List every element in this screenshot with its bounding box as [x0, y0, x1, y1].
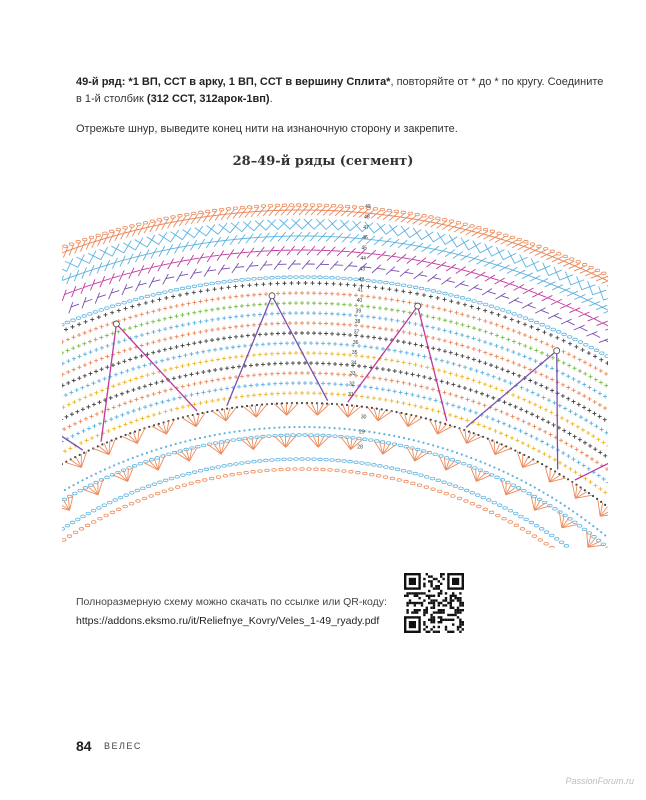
- row-number-label: 36: [352, 339, 359, 346]
- row-number-label: 31: [348, 392, 354, 399]
- row-number-label: 46: [362, 235, 368, 242]
- row-number-label: 35: [351, 350, 358, 357]
- row-49-count: (312 ССТ, 312арок-1вп): [146, 93, 270, 105]
- row-number-label: 48: [364, 214, 370, 221]
- row-49-repeat-text: , повторяйте от * до * по кругу. Соедините в 1-й столбик: [76, 76, 604, 105]
- chart-title: 28–49-й ряды (сегмент): [232, 154, 414, 169]
- row-number-label: 39: [355, 308, 362, 315]
- row-number-label: 45: [361, 245, 367, 252]
- row-number-label: 49: [365, 203, 371, 210]
- row-number-label: 33: [349, 371, 356, 378]
- running-head: ВЕЛЕС: [104, 741, 142, 751]
- row-49-instructions: [76, 74, 606, 108]
- row-49-label: 49-й ряд:: [76, 76, 129, 88]
- row-number-label: 32: [349, 381, 355, 388]
- download-caption: Полноразмерную схему можно скачать по ссылке или QR-коду:: [76, 596, 387, 608]
- row-number-label: 38: [354, 318, 361, 325]
- page-number: 84: [76, 738, 92, 754]
- crochet-chart: [62, 185, 608, 548]
- row-number-label: 47: [363, 224, 369, 231]
- row-number-label: 29: [359, 429, 365, 436]
- qr-code-icon[interactable]: [404, 573, 464, 633]
- row-number-label: 30: [360, 414, 367, 421]
- finishing-instructions: Отрежьте шнур, выведите конец нити на изнаночную сторону и закрепите.: [76, 123, 458, 135]
- download-link[interactable]: https://addons.eksmo.ru/it/Reliefnye_Kovry/Veles_1-49_ryady.pdf: [76, 615, 380, 627]
- row-number-label: 43: [359, 266, 365, 273]
- row-49-end: .: [269, 93, 273, 105]
- row-number-label: 37: [353, 329, 360, 336]
- row-number-label: 40: [356, 297, 363, 304]
- row-number-label: 41: [357, 287, 364, 294]
- row-number-label: 42: [358, 277, 365, 284]
- row-49-pattern: *1 ВП, ССТ в арку, 1 ВП, ССТ в вершину Сплита*: [128, 76, 391, 88]
- crochet-chart-svg: [62, 185, 608, 548]
- watermark: PassionForum.ru: [565, 776, 634, 786]
- row-number-label: 28: [357, 444, 363, 451]
- row-number-label: 44: [360, 256, 366, 263]
- row-number-label: 34: [350, 360, 357, 367]
